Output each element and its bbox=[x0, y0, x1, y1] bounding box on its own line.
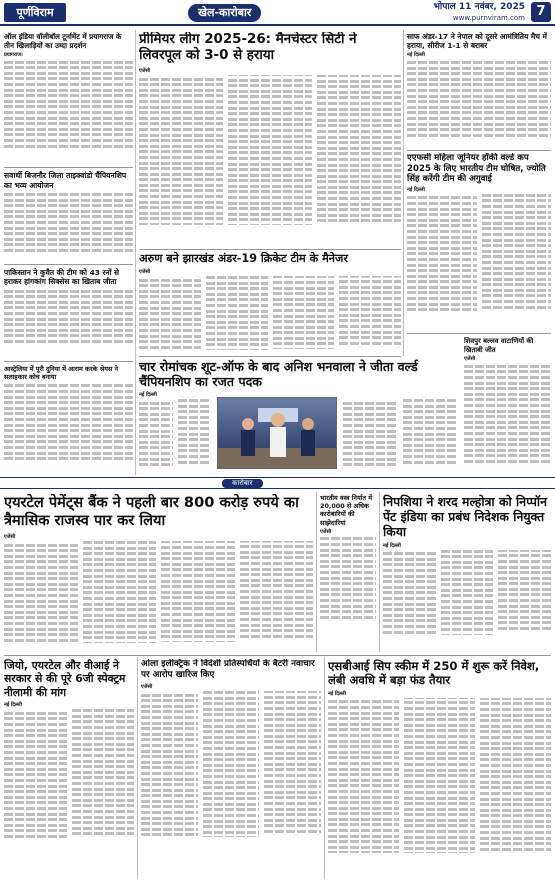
headline: अरुण बने झारखंड अंडर-19 क्रिकेट टीम के मैनेजर bbox=[139, 252, 348, 265]
article-nippon bbox=[383, 494, 551, 652]
article-body bbox=[141, 691, 321, 837]
article-body bbox=[139, 399, 211, 467]
headline: प्रीमियर लीग 2025-26: मैनचेस्टर सिटी ने लिवरपूल को 3-0 से हराया bbox=[139, 32, 357, 63]
article-body bbox=[4, 384, 133, 460]
headline: एयरटेल पेमेंट्स बैंक ने पहली बार 800 करोड़ रुपये का त्रैमासिक राजस्व पार कर लिया bbox=[4, 494, 299, 529]
article-jharkhand bbox=[139, 252, 401, 355]
article-body bbox=[4, 709, 134, 839]
headline: भारतीय वस्त्र निर्यात में 20,000 से अधिक कारोबारियों की साझेदारियां bbox=[320, 494, 373, 527]
byline: नई दिल्ली bbox=[407, 52, 425, 59]
article-shreyas bbox=[4, 365, 133, 475]
headline: ऑल इंडिया वॉलीबॉल टूर्नामेंट में प्रयागराज के तीन खिलाड़ियों का उम्दा प्रदर्शन bbox=[4, 32, 122, 50]
article-body bbox=[4, 541, 313, 642]
headline: एसबीआई सिप स्कीम में 250 में शुरू करें निवेश, लंबी अवधि में बड़ा फंड तैयार bbox=[328, 659, 540, 688]
shooter-photo bbox=[217, 397, 337, 469]
article-body bbox=[464, 365, 551, 463]
byline: एजेंसी bbox=[4, 534, 16, 540]
article-anish bbox=[139, 359, 459, 475]
article-saaf bbox=[407, 32, 551, 149]
article-pakistan bbox=[4, 268, 133, 360]
dateline bbox=[434, 2, 525, 24]
business-section-divider bbox=[0, 477, 555, 489]
business-section-label: कारोबार bbox=[222, 479, 263, 488]
headline: जियो, एयरटेल और वीआई ने सरकार से की पूरे 6जी स्पेक्ट्रम नीलामी की मांग bbox=[4, 659, 126, 699]
newspaper-logo: पूर्णविराम bbox=[4, 3, 66, 22]
article-volleyball bbox=[4, 32, 133, 166]
article-body bbox=[328, 698, 551, 854]
byline: एजेंसी bbox=[139, 68, 151, 74]
byline: नई दिल्ली bbox=[328, 690, 346, 697]
article-body bbox=[4, 61, 133, 148]
headline: एएफसी महिला जूनियर हॉकी वर्ल्ड कप 2025 के लिए भारतीय टीम घोषित, ज्योति सिंह करेंगी टीम की अगुवाई bbox=[407, 153, 546, 185]
headline: पाकिस्तान ने कुवैत की टीम को 43 रनों से हराकर हांगकांग सिक्सेस का खिताब जीता bbox=[4, 268, 120, 287]
article-premier-league bbox=[139, 32, 401, 247]
article-body-continued bbox=[343, 399, 457, 467]
page-number: 7 bbox=[531, 2, 551, 22]
article-body bbox=[320, 537, 376, 618]
headline: निपशिया ने शरद मल्होत्रा को निप्पॉन पेंट इंडिया का प्रबंध निदेशक नियुक्त किया bbox=[383, 494, 548, 540]
shooter-photo-illustration bbox=[218, 398, 337, 469]
masthead bbox=[0, 0, 555, 26]
byline: एजेंसी bbox=[139, 269, 151, 275]
headline: सवार्थी बिजनौर जिला ताइक्वांडो चैंपियनशिप का भव्य आयोजन bbox=[4, 171, 127, 190]
article-bijnor bbox=[4, 171, 133, 263]
article-body bbox=[4, 290, 133, 343]
article-body bbox=[4, 193, 133, 252]
byline: नई दिल्ली bbox=[407, 186, 425, 193]
article-export bbox=[320, 494, 376, 652]
article-ola bbox=[141, 659, 321, 879]
headline: साफ अंडर-17 ने नेपाल को दूसरे आमंत्रितिय मैच में हराया, सीरीज 1-1 से बराबर bbox=[407, 32, 547, 51]
byline: नई दिल्ली bbox=[139, 392, 157, 398]
article-body bbox=[383, 550, 551, 635]
byline: नई दिल्ली bbox=[383, 542, 401, 549]
byline: एजेंसी bbox=[464, 356, 476, 363]
headline: ओला इलेक्ट्रिक ने विदेशी प्रतिस्पर्धियों के बैटरी नवाचार पर आरोप खारिज किए bbox=[141, 659, 315, 680]
article-airtel bbox=[4, 494, 313, 652]
article-sbi bbox=[328, 659, 551, 879]
article-body bbox=[139, 276, 401, 349]
article-afc-hockey bbox=[407, 153, 551, 331]
section-title: खेल-कारोबार bbox=[188, 4, 261, 22]
headline: चार रोमांचक शूट-ऑफ के बाद अनिश भनवाला ने जीता वर्ल्ड चैंपियनशिप का रजत पदक bbox=[139, 359, 418, 389]
article-jio bbox=[4, 659, 134, 879]
byline: प्रयागराज। bbox=[4, 52, 23, 58]
article-shivpuri bbox=[464, 337, 551, 475]
headline: आस्ट्रेलिया में पूरी दुनिया में आराम करके श्रेयस ने सलाहकार कोच बनाया bbox=[4, 365, 119, 382]
byline: एजेंसी bbox=[141, 684, 153, 690]
byline: एजेंसी bbox=[320, 528, 332, 535]
article-body bbox=[407, 194, 551, 313]
article-body bbox=[139, 75, 401, 225]
article-body bbox=[407, 61, 551, 137]
headline: शिवपुर बल्लव वाटाणियों की खिताबी जीत bbox=[464, 337, 534, 354]
website-text: www.purnviram.com bbox=[452, 14, 525, 22]
byline: नई दिल्ली bbox=[4, 702, 22, 709]
date-text: भोपाल 11 नवंबर, 2025 bbox=[433, 2, 525, 12]
